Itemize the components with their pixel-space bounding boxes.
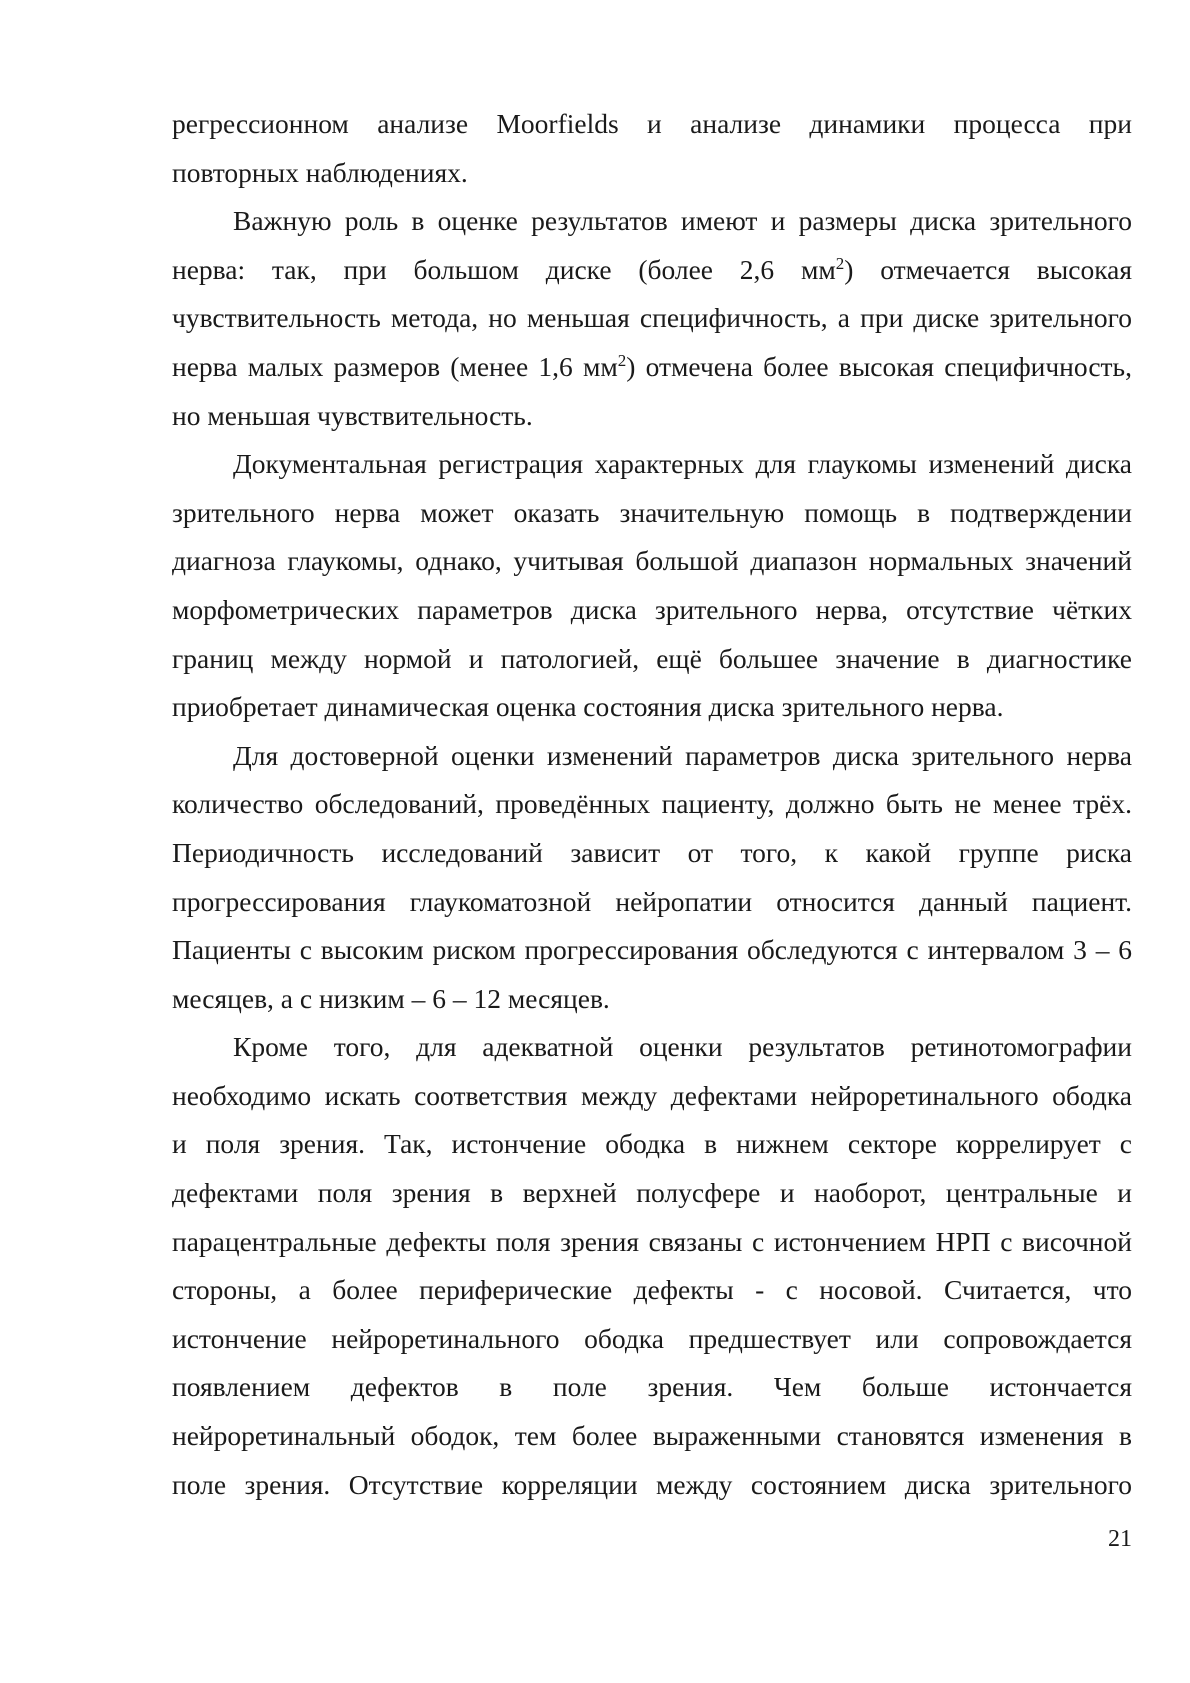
text-line: диагноза глаукомы, однако, учитывая большой диапазон нормальных значений <box>172 545 1132 577</box>
text-line: Периодичность исследований зависит от того, к какой группе риска <box>172 836 1132 868</box>
text-line: морфометрических параметров диска зрительного нерва, отсутствие чётких <box>172 593 1132 625</box>
text-line: стороны, а более периферические дефекты - с носовой. Считается, что <box>172 1274 1132 1306</box>
text-line: месяцев, а с низким – 6 – 12 месяцев. <box>172 982 610 1014</box>
text-line: Пациенты с высоким риском прогрессирования обследуются с интервалом 3 – 6 <box>172 934 1132 966</box>
text-line: Для достоверной оценки изменений параметров диска зрительного нерва <box>233 739 1132 771</box>
paragraph-4 <box>172 732 1132 1024</box>
text-line: но меньшая чувствительность. <box>172 399 533 431</box>
text-line: и поля зрения. Так, истончение ободка в нижнем секторе коррелирует с <box>172 1128 1132 1160</box>
text-line: прогрессирования глаукоматозной нейропатии относится данный пациент. <box>172 885 1132 917</box>
paragraph-1 <box>172 100 1132 197</box>
paragraph-3 <box>172 440 1132 732</box>
text-line: нейроретинальный ободок, тем более выраженными становятся изменения в <box>172 1420 1132 1452</box>
text-line: чувствительность метода, но меньшая специфичность, а при диске зрительного <box>172 302 1132 334</box>
text-line <box>172 343 1132 392</box>
text-line: границ между нормой и патологией, ещё большее значение в диагностике <box>172 642 1132 674</box>
text-line: парацентральные дефекты поля зрения связаны с истончением НРП с височной <box>172 1225 1132 1257</box>
text-line: Кроме того, для адекватной оценки результатов ретинотомографии <box>233 1031 1132 1063</box>
superscript: 2 <box>835 253 845 273</box>
text-line: регрессионном анализе Moorfields и анализе динамики процесса при <box>172 108 1132 139</box>
text-line: зрительного нерва может оказать значительную помощь в подтверждении <box>172 496 1132 528</box>
text-line: истончение нейроретинального ободка предшествует или сопровождается <box>172 1322 1132 1354</box>
text-line: необходимо искать соответствия между дефектами нейроретинального ободка <box>172 1079 1132 1111</box>
page-number: 21 <box>1108 1526 1132 1552</box>
text-line: появлением дефектов в поле зрения. Чем больше истончается <box>172 1371 1132 1403</box>
text-segment: нерва малых размеров (менее 1,6 мм <box>172 350 618 382</box>
text-line: приобретает динамическая оценка состояния диска зрительного нерва. <box>172 691 1004 723</box>
document-page <box>172 100 1132 1509</box>
text-line: количество обследований, проведённых пациенту, должно быть не менее трёх. <box>172 788 1132 820</box>
paragraph-2 <box>172 197 1132 440</box>
paragraph-5 <box>172 1023 1132 1509</box>
text-segment: нерва: так, при большом диске (более 2,6 мм <box>172 253 836 285</box>
text-segment: ) отмечается высокая <box>844 253 1133 285</box>
superscript: 2 <box>617 350 627 370</box>
text-line: повторных наблюдениях. <box>172 156 468 188</box>
text-line: Документальная регистрация характерных для глаукомы изменений диска <box>233 448 1132 480</box>
text-line: Важную роль в оценке результатов имеют и размеры диска зрительного <box>233 205 1132 237</box>
text-line <box>172 246 1132 295</box>
text-segment: ) отмечена более высокая специфичность, <box>626 350 1132 382</box>
text-line: дефектами поля зрения в верхней полусфере и наоборот, центральные и <box>172 1177 1132 1209</box>
text-line: поле зрения. Отсутствие корреляции между состоянием диска зрительного <box>172 1468 1132 1500</box>
